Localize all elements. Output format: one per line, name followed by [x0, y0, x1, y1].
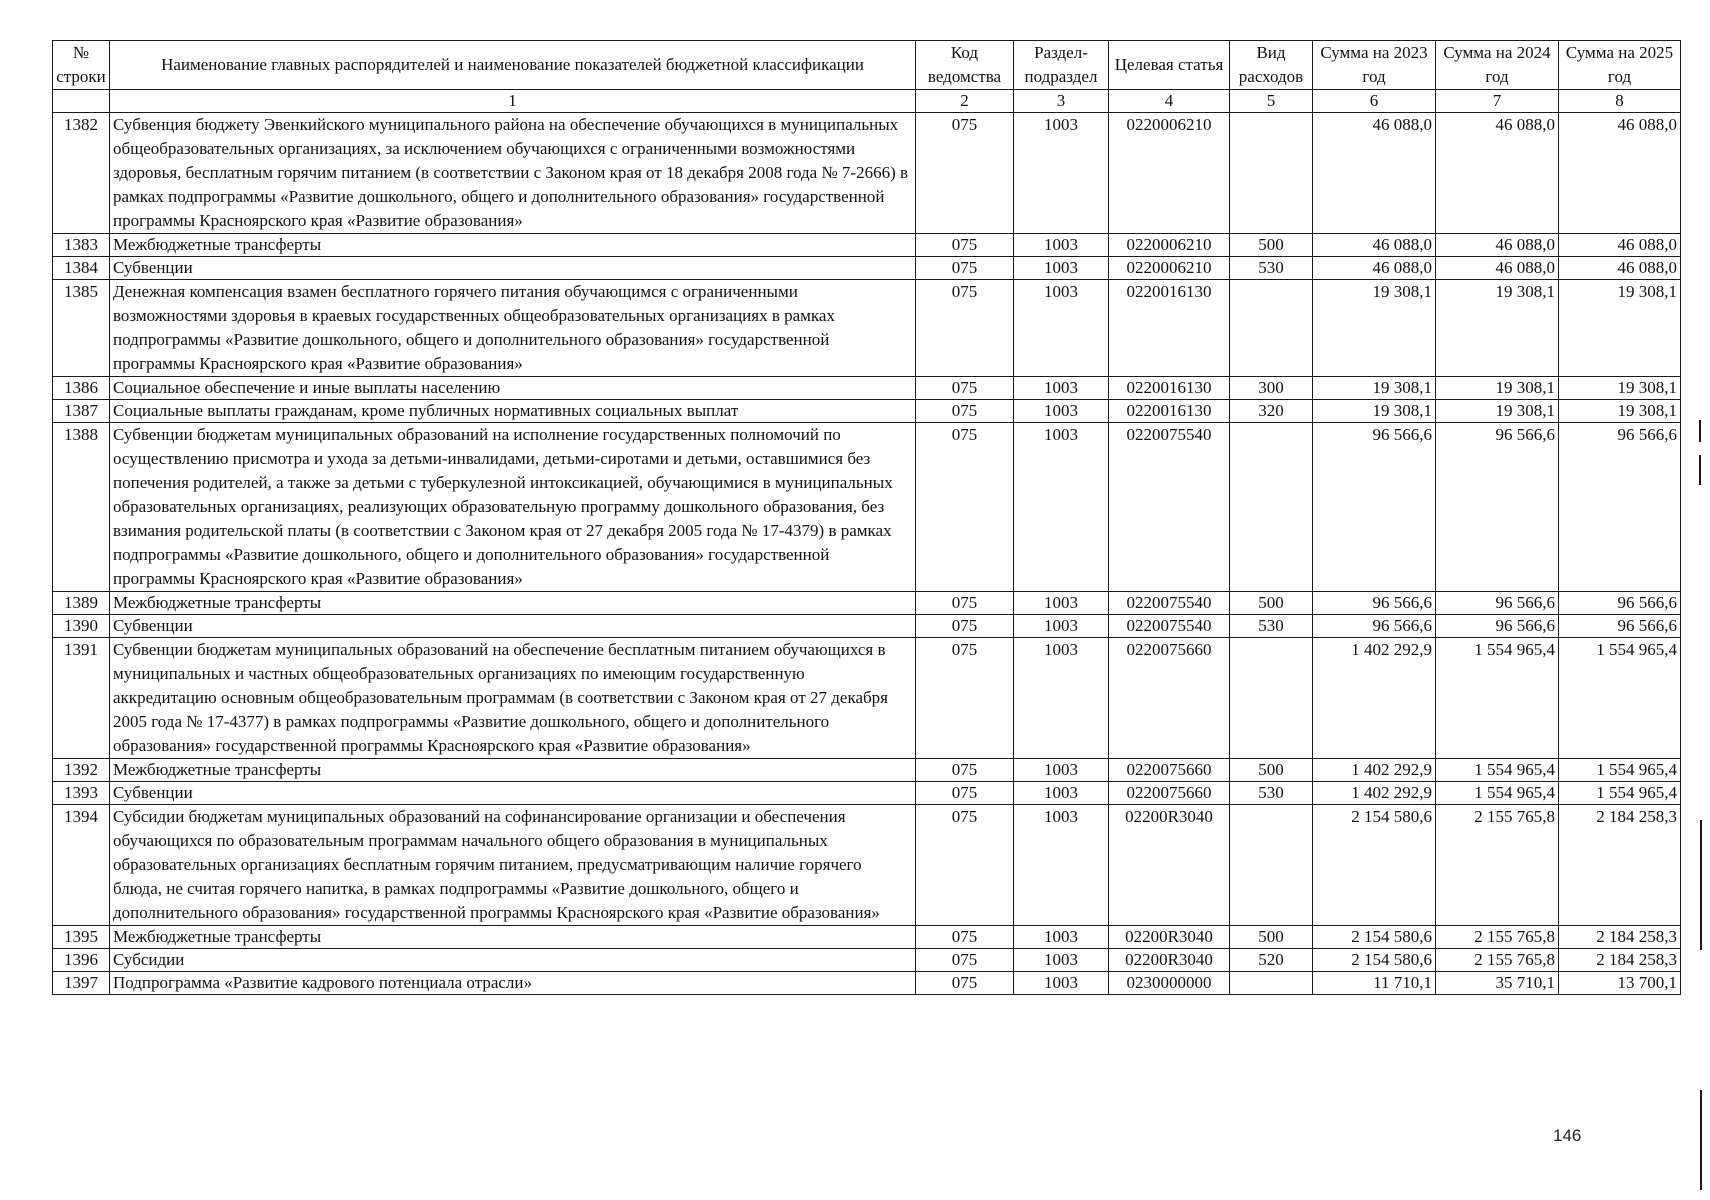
- row-target-article: 0220006210: [1109, 113, 1230, 234]
- table-row: [53, 423, 1681, 592]
- row-sum-2024: 1 554 965,4: [1436, 759, 1559, 782]
- table-row: [53, 972, 1681, 995]
- row-section: 1003: [1014, 638, 1109, 759]
- header-name: Наименование главных распорядителей и наименование показателей бюджетной классификации: [110, 41, 916, 90]
- row-sum-2023: 2 154 580,6: [1313, 805, 1436, 926]
- row-expense-type: [1230, 113, 1313, 234]
- column-number-row: [53, 90, 1681, 113]
- table-row: [53, 377, 1681, 400]
- row-sum-2023: 1 402 292,9: [1313, 759, 1436, 782]
- scan-artifact: [1699, 420, 1701, 442]
- row-target-article: 0220016130: [1109, 280, 1230, 377]
- row-number: 1391: [53, 638, 110, 759]
- row-sum-2025: 1 554 965,4: [1559, 638, 1681, 759]
- table-row: [53, 782, 1681, 805]
- row-sum-2023: 2 154 580,6: [1313, 949, 1436, 972]
- row-number: 1393: [53, 782, 110, 805]
- row-name: Субвенции: [110, 615, 916, 638]
- row-expense-type: 500: [1230, 234, 1313, 257]
- row-number: 1389: [53, 592, 110, 615]
- row-number: 1388: [53, 423, 110, 592]
- row-target-article: 0230000000: [1109, 972, 1230, 995]
- row-name: Субвенция бюджету Эвенкийского муниципального района на обеспечение обучающихся в муниципальных общеобразовательных организациях, за исключением обучающихся с ограниченными возможностями здоровья, бесплатным горячим питанием (в соответствии с Законом края от 18 декабря 2008 года № 7-2666) в рамках подпрограммы «Развитие дошкольного, общего и дополнительного образования» государственной программы Красноярского края «Развитие образования»: [110, 113, 916, 234]
- table-row: [53, 805, 1681, 926]
- row-dept-code: 075: [916, 280, 1014, 377]
- row-sum-2025: 19 308,1: [1559, 400, 1681, 423]
- row-target-article: 02200R3040: [1109, 949, 1230, 972]
- row-number: 1384: [53, 257, 110, 280]
- budget-table: [52, 40, 1681, 995]
- row-dept-code: 075: [916, 972, 1014, 995]
- row-sum-2024: 19 308,1: [1436, 280, 1559, 377]
- row-dept-code: 075: [916, 113, 1014, 234]
- row-expense-type: 500: [1230, 759, 1313, 782]
- row-dept-code: 075: [916, 638, 1014, 759]
- row-name: Межбюджетные трансферты: [110, 926, 916, 949]
- row-target-article: 0220075660: [1109, 638, 1230, 759]
- row-target-article: 0220075660: [1109, 759, 1230, 782]
- column-number: 1: [110, 90, 916, 113]
- row-number: 1386: [53, 377, 110, 400]
- table-row: [53, 234, 1681, 257]
- row-name: Субсидии: [110, 949, 916, 972]
- row-number: 1383: [53, 234, 110, 257]
- row-sum-2023: 96 566,6: [1313, 615, 1436, 638]
- row-section: 1003: [1014, 113, 1109, 234]
- row-sum-2025: 46 088,0: [1559, 113, 1681, 234]
- header-target-article: Целевая статья: [1109, 41, 1230, 90]
- row-sum-2024: 46 088,0: [1436, 113, 1559, 234]
- row-sum-2025: 46 088,0: [1559, 234, 1681, 257]
- row-sum-2023: 11 710,1: [1313, 972, 1436, 995]
- row-sum-2025: 1 554 965,4: [1559, 782, 1681, 805]
- row-dept-code: 075: [916, 926, 1014, 949]
- row-target-article: 0220016130: [1109, 377, 1230, 400]
- row-section: 1003: [1014, 615, 1109, 638]
- row-target-article: 0220016130: [1109, 400, 1230, 423]
- row-section: 1003: [1014, 759, 1109, 782]
- row-sum-2024: 2 155 765,8: [1436, 926, 1559, 949]
- row-dept-code: 075: [916, 782, 1014, 805]
- row-sum-2023: 96 566,6: [1313, 423, 1436, 592]
- row-expense-type: 320: [1230, 400, 1313, 423]
- row-name: Социальное обеспечение и иные выплаты населению: [110, 377, 916, 400]
- row-sum-2023: 19 308,1: [1313, 280, 1436, 377]
- column-number: 5: [1230, 90, 1313, 113]
- row-section: 1003: [1014, 782, 1109, 805]
- row-number: 1395: [53, 926, 110, 949]
- row-number: 1397: [53, 972, 110, 995]
- row-sum-2025: 1 554 965,4: [1559, 759, 1681, 782]
- row-number: 1392: [53, 759, 110, 782]
- row-sum-2025: 2 184 258,3: [1559, 926, 1681, 949]
- row-sum-2023: 46 088,0: [1313, 234, 1436, 257]
- header-sum-2025: Сумма на 2025 год: [1559, 41, 1681, 90]
- row-sum-2024: 19 308,1: [1436, 400, 1559, 423]
- row-sum-2025: 96 566,6: [1559, 423, 1681, 592]
- row-target-article: 0220006210: [1109, 257, 1230, 280]
- row-name: Межбюджетные трансферты: [110, 592, 916, 615]
- row-sum-2025: 96 566,6: [1559, 592, 1681, 615]
- row-dept-code: 075: [916, 592, 1014, 615]
- table-row: [53, 759, 1681, 782]
- row-dept-code: 075: [916, 759, 1014, 782]
- row-sum-2025: 19 308,1: [1559, 280, 1681, 377]
- header-expense-type: Вид расходов: [1230, 41, 1313, 90]
- row-sum-2024: 46 088,0: [1436, 234, 1559, 257]
- row-sum-2025: 2 184 258,3: [1559, 949, 1681, 972]
- row-expense-type: 500: [1230, 592, 1313, 615]
- row-sum-2023: 2 154 580,6: [1313, 926, 1436, 949]
- row-dept-code: 075: [916, 257, 1014, 280]
- row-sum-2024: 1 554 965,4: [1436, 782, 1559, 805]
- row-sum-2024: 1 554 965,4: [1436, 638, 1559, 759]
- row-expense-type: 520: [1230, 949, 1313, 972]
- row-dept-code: 075: [916, 377, 1014, 400]
- row-name: Межбюджетные трансферты: [110, 234, 916, 257]
- row-name: Субвенции бюджетам муниципальных образований на исполнение государственных полномочий по осуществлению присмотра и ухода за детьми-инвалидами, детьми-сиротами и детьми, оставшимися без попечения родителей, а также за детьми с туберкулезной интоксикацией, обучающимися в муниципальных образовательных организациях, реализующих образовательную программу дошкольного образования, без взимания родительской платы (в соответствии с Законом края от 27 декабря 2005 года № 17-4379) в рамках подпрограммы «Развитие дошкольного, общего и дополнительного образования» государственной программы Красноярского края «Развитие образования»: [110, 423, 916, 592]
- row-expense-type: 530: [1230, 615, 1313, 638]
- row-dept-code: 075: [916, 615, 1014, 638]
- row-dept-code: 075: [916, 949, 1014, 972]
- table-row: [53, 592, 1681, 615]
- row-dept-code: 075: [916, 423, 1014, 592]
- row-name: Межбюджетные трансферты: [110, 759, 916, 782]
- row-expense-type: 300: [1230, 377, 1313, 400]
- row-number: 1382: [53, 113, 110, 234]
- row-number: 1390: [53, 615, 110, 638]
- row-number: 1396: [53, 949, 110, 972]
- row-expense-type: 500: [1230, 926, 1313, 949]
- header-sum-2024: Сумма на 2024 год: [1436, 41, 1559, 90]
- row-sum-2025: 46 088,0: [1559, 257, 1681, 280]
- row-sum-2023: 19 308,1: [1313, 377, 1436, 400]
- row-section: 1003: [1014, 377, 1109, 400]
- row-sum-2023: 1 402 292,9: [1313, 638, 1436, 759]
- row-sum-2023: 1 402 292,9: [1313, 782, 1436, 805]
- row-name: Подпрограмма «Развитие кадрового потенциала отрасли»: [110, 972, 916, 995]
- row-target-article: 0220075540: [1109, 615, 1230, 638]
- row-number: 1387: [53, 400, 110, 423]
- row-sum-2024: 19 308,1: [1436, 377, 1559, 400]
- row-expense-type: [1230, 638, 1313, 759]
- row-target-article: 0220006210: [1109, 234, 1230, 257]
- row-sum-2024: 96 566,6: [1436, 592, 1559, 615]
- row-section: 1003: [1014, 926, 1109, 949]
- row-sum-2024: 2 155 765,8: [1436, 949, 1559, 972]
- row-section: 1003: [1014, 972, 1109, 995]
- header-sum-2023: Сумма на 2023 год: [1313, 41, 1436, 90]
- row-number: 1385: [53, 280, 110, 377]
- column-number: 6: [1313, 90, 1436, 113]
- table-row: [53, 280, 1681, 377]
- row-sum-2025: 19 308,1: [1559, 377, 1681, 400]
- row-section: 1003: [1014, 805, 1109, 926]
- row-sum-2025: 2 184 258,3: [1559, 805, 1681, 926]
- column-number: 7: [1436, 90, 1559, 113]
- row-target-article: 0220075660: [1109, 782, 1230, 805]
- row-sum-2024: 2 155 765,8: [1436, 805, 1559, 926]
- row-section: 1003: [1014, 257, 1109, 280]
- page-number: 146: [1553, 1126, 1582, 1145]
- row-sum-2023: 46 088,0: [1313, 113, 1436, 234]
- table-header: [53, 41, 1681, 113]
- row-sum-2023: 46 088,0: [1313, 257, 1436, 280]
- row-sum-2025: 96 566,6: [1559, 615, 1681, 638]
- row-name: Субвенции бюджетам муниципальных образований на обеспечение бесплатным питанием обучающихся в муниципальных и частных общеобразовательных организациях по имеющим государственную аккредитацию основным общеобразовательным программам (в соответствии с Законом края от 27 декабря 2005 года № 17-4377) в рамках подпрограммы «Развитие дошкольного, общего и дополнительного образования» государственной программы Красноярского края «Развитие образования»: [110, 638, 916, 759]
- table-body: [53, 113, 1681, 995]
- row-name: Субвенции: [110, 782, 916, 805]
- row-dept-code: 075: [916, 805, 1014, 926]
- row-sum-2023: 96 566,6: [1313, 592, 1436, 615]
- row-section: 1003: [1014, 400, 1109, 423]
- row-target-article: 0220075540: [1109, 423, 1230, 592]
- row-name: Социальные выплаты гражданам, кроме публичных нормативных социальных выплат: [110, 400, 916, 423]
- row-section: 1003: [1014, 592, 1109, 615]
- row-section: 1003: [1014, 280, 1109, 377]
- table-row: [53, 400, 1681, 423]
- table-row: [53, 638, 1681, 759]
- scan-artifact: [1700, 820, 1702, 950]
- row-sum-2024: 35 710,1: [1436, 972, 1559, 995]
- column-number: 8: [1559, 90, 1681, 113]
- row-expense-type: [1230, 280, 1313, 377]
- row-expense-type: 530: [1230, 257, 1313, 280]
- scan-artifact: [1700, 1090, 1702, 1190]
- row-expense-type: [1230, 805, 1313, 926]
- table-row: [53, 615, 1681, 638]
- row-target-article: 02200R3040: [1109, 805, 1230, 926]
- table-row: [53, 926, 1681, 949]
- header-row-no: № строки: [53, 41, 110, 90]
- row-section: 1003: [1014, 949, 1109, 972]
- column-number: 3: [1014, 90, 1109, 113]
- row-expense-type: [1230, 423, 1313, 592]
- row-section: 1003: [1014, 423, 1109, 592]
- column-number-blank: [53, 90, 110, 113]
- row-target-article: 02200R3040: [1109, 926, 1230, 949]
- row-sum-2023: 19 308,1: [1313, 400, 1436, 423]
- row-sum-2024: 96 566,6: [1436, 423, 1559, 592]
- row-expense-type: 530: [1230, 782, 1313, 805]
- row-sum-2024: 46 088,0: [1436, 257, 1559, 280]
- row-target-article: 0220075540: [1109, 592, 1230, 615]
- row-dept-code: 075: [916, 400, 1014, 423]
- column-number: 4: [1109, 90, 1230, 113]
- row-sum-2025: 13 700,1: [1559, 972, 1681, 995]
- row-name: Денежная компенсация взамен бесплатного горячего питания обучающимся с ограниченными возможностями здоровья в краевых государственных общеобразовательных организациях в рамках подпрограммы «Развитие дошкольного, общего и дополнительного образования» государственной программы Красноярского края «Развитие образования»: [110, 280, 916, 377]
- table-row: [53, 949, 1681, 972]
- row-expense-type: [1230, 972, 1313, 995]
- table-row: [53, 257, 1681, 280]
- row-number: 1394: [53, 805, 110, 926]
- row-name: Субсидии бюджетам муниципальных образований на софинансирование организации и обеспечения обучающихся по образовательным программам начального общего образования в муниципальных образовательных организациях бесплатным горячим питанием, предусматривающим наличие горячего блюда, не считая горячего напитка, в рамках подпрограммы «Развитие дошкольного, общего и дополнительного образования» государственной программы Красноярского края «Развитие образования»: [110, 805, 916, 926]
- header-section: Раздел-подраздел: [1014, 41, 1109, 90]
- header-dept-code: Код ведомства: [916, 41, 1014, 90]
- scan-artifact: [1699, 455, 1701, 485]
- column-number: 2: [916, 90, 1014, 113]
- row-section: 1003: [1014, 234, 1109, 257]
- table-row: [53, 113, 1681, 234]
- row-dept-code: 075: [916, 234, 1014, 257]
- row-sum-2024: 96 566,6: [1436, 615, 1559, 638]
- row-name: Субвенции: [110, 257, 916, 280]
